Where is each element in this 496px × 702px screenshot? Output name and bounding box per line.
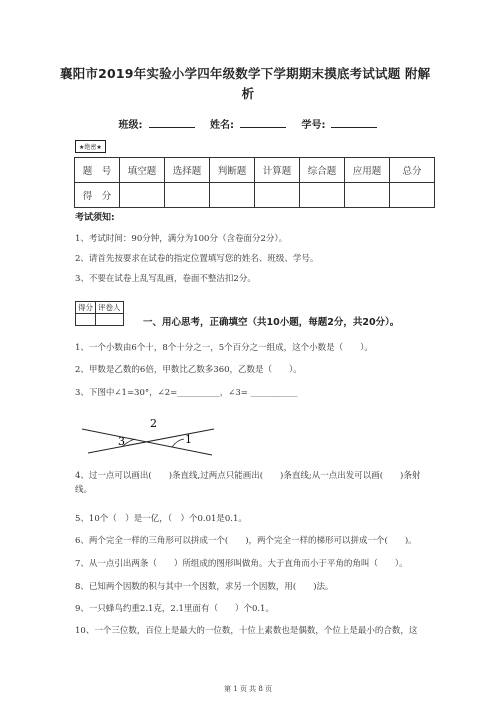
notice-heading: 考试须知: [75, 213, 115, 223]
question-9: 9、一只蜂鸟约重2.1克，2.1里面有（ ）个0.1。 [75, 604, 274, 614]
row-label: 得 分 [75, 183, 120, 208]
question-7: 7、从一点引出两条（ ）所组成的图形叫做角。大于直角而小于平角的角叫（ ）。 [75, 559, 408, 569]
question-4: 4、过一点可以画出( )条直线,过两点只能画出( )条直线;从一点出发可以画( )条射线。 [75, 471, 421, 495]
question-8: 8、已知两个因数的积与其中一个因数，求另一个因数，用( )法。 [75, 582, 334, 592]
score-table [74, 157, 435, 208]
score-cell[interactable] [255, 183, 300, 208]
question-5: 5、10个（ ）是一亿，（ ）个0.01是0.1。 [75, 514, 247, 524]
grader-reviewer-cell[interactable] [96, 314, 124, 326]
score-cell[interactable] [345, 183, 390, 208]
section1-heading: 一、用心思考，正确填空（共10小题，每题2分，共20分）。 [143, 317, 400, 328]
page-footer: 第 1 页 共 8 页 [223, 685, 273, 693]
question-1: 1、一个小数由6个十，8个十分之一，5个百分之一组成，这个小数是（ ）。 [75, 343, 373, 353]
class-label: 班级: [118, 120, 143, 131]
header-cell: 判断题 [210, 158, 255, 183]
question-6: 6、两个完全一样的三角形可以拼成一个( )，两个完全一样的梯形可以拼成一个( )。 [75, 536, 417, 546]
notice-item: 3、不要在试卷上乱写乱画，卷面不整洁扣2分。 [75, 274, 256, 284]
score-table-header-row [75, 158, 435, 183]
question-10: 10、一个三位数，百位上是最大的一位数，十位上素数也是偶数，个位上是最小的合数，这 [75, 626, 418, 636]
name-label: 姓名: [210, 120, 234, 131]
grader-score-label: 得分 [76, 302, 96, 314]
id-label: 学号: [301, 120, 326, 131]
question-3: 3、下图中∠1=30°，∠2=__________，∠3= ___________ [75, 388, 298, 398]
score-cell[interactable] [390, 183, 435, 208]
name-field[interactable] [240, 117, 286, 128]
notice-item: 2、请首先按要求在试卷的指定位置填写您的姓名、班级、学号。 [75, 254, 319, 264]
angle-label-1: 1 [185, 433, 192, 446]
angle-figure [80, 413, 220, 459]
notice-item: 1、考试时间：90分钟，满分为100分（含卷面分2分）。 [75, 234, 288, 244]
secret-tag: ★绝密★ [75, 140, 106, 153]
id-field[interactable] [331, 117, 377, 128]
angle-label-2: 2 [150, 417, 157, 430]
student-info [0, 116, 496, 131]
header-cell: 应用题 [345, 158, 390, 183]
question-2: 2、甲数是乙数的6倍，甲数比乙数多360，乙数是（ ）。 [75, 365, 302, 375]
angle-arc-1 [172, 439, 184, 447]
figure-line-b [88, 429, 214, 453]
header-cell: 计算题 [255, 158, 300, 183]
header-cell: 总分 [390, 158, 435, 183]
angle-label-3: 3 [118, 435, 125, 448]
class-field[interactable] [149, 117, 195, 128]
header-cell: 题 号 [75, 158, 120, 183]
score-table-score-row [75, 183, 435, 208]
header-cell: 选择题 [165, 158, 210, 183]
page-title: 襄阳市2019年实验小学四年级数学下学期期末摸底考试试题 附解 析 [60, 66, 431, 101]
score-cell[interactable] [300, 183, 345, 208]
grader-reviewer-label: 评卷人 [96, 302, 124, 314]
score-cell[interactable] [120, 183, 165, 208]
grader-box [75, 301, 124, 326]
score-cell[interactable] [165, 183, 210, 208]
grader-score-cell[interactable] [76, 314, 96, 326]
header-cell: 填空题 [120, 158, 165, 183]
score-cell[interactable] [210, 183, 255, 208]
header-cell: 综合题 [300, 158, 345, 183]
